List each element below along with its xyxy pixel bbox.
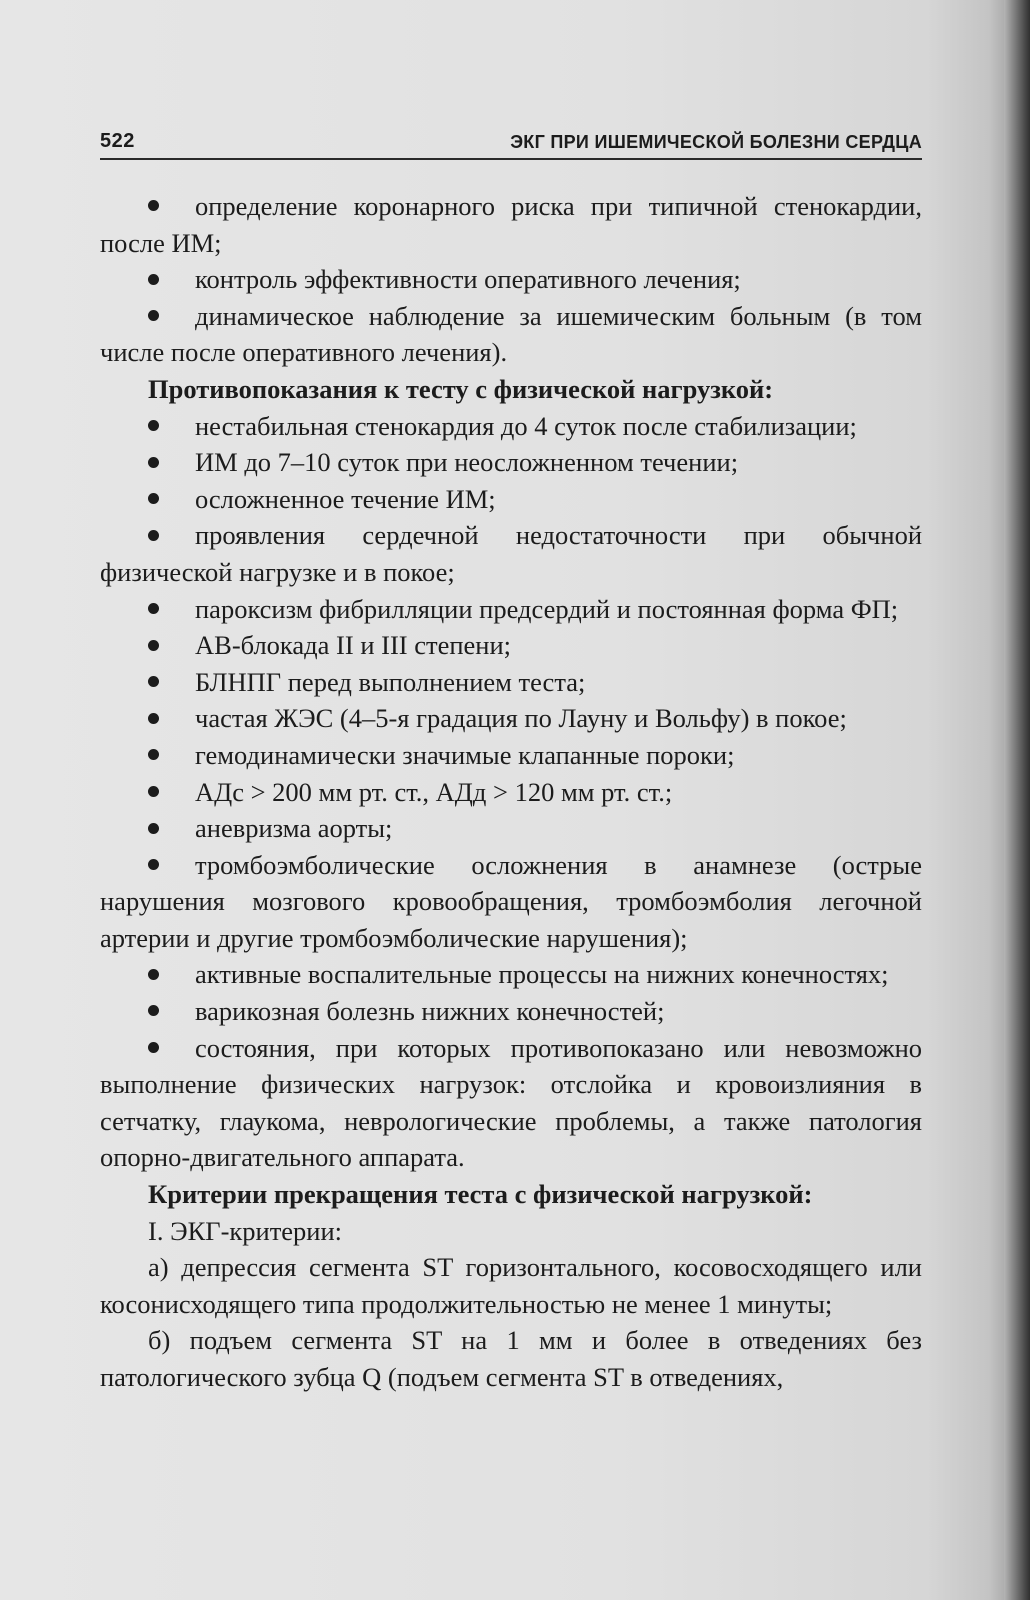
bullet-icon xyxy=(148,859,159,870)
paragraph-text: тромбоэмболические осложнения в анамнезе (острые нарушения мозгового кровообращения, тромбоэмболия легочной артерии и другие тромбоэмболические нарушения); xyxy=(100,849,922,953)
bullet-item xyxy=(100,1030,922,1176)
bullet-item xyxy=(100,444,922,481)
page-body-text xyxy=(100,188,922,1396)
paragraph-text: а) депрессия сегмента ST горизонтального, косовосходящего или косонисходящего типа продолжительностью не менее 1 минуты; xyxy=(100,1252,922,1319)
bullet-item xyxy=(100,591,922,628)
paragraph-text: варикозная болезнь нижних конечностей; xyxy=(195,996,665,1027)
paragraph-text: Противопоказания к тесту с физической нагрузкой: xyxy=(148,373,774,404)
paragraph-text: частая ЖЭС (4–5-я градация по Лауну и Вольфу) в покое; xyxy=(195,703,847,734)
bullet-icon xyxy=(148,274,159,285)
bullet-icon xyxy=(148,823,159,834)
paragraph-text: АВ-блокада II и III степени; xyxy=(195,630,511,661)
section-heading xyxy=(100,1176,922,1213)
paragraph xyxy=(100,1213,922,1250)
bullet-item xyxy=(100,664,922,701)
bullet-icon xyxy=(148,676,159,687)
running-title: ЭКГ ПРИ ИШЕМИЧЕСКОЙ БОЛЕЗНИ СЕРДЦА xyxy=(510,132,922,152)
running-header xyxy=(100,128,922,160)
page-number: 522 xyxy=(100,130,135,152)
bullet-icon xyxy=(148,969,159,980)
bullet-icon xyxy=(148,713,159,724)
bullet-item xyxy=(100,188,922,261)
paragraph-text: осложненное течение ИМ; xyxy=(195,483,496,514)
paragraph-text: I. ЭКГ-критерии: xyxy=(148,1215,343,1246)
bullet-icon xyxy=(148,603,159,614)
paragraph-text: контроль эффективности оперативного лечения; xyxy=(195,264,741,295)
bullet-icon xyxy=(148,1005,159,1016)
bullet-icon xyxy=(148,1042,159,1053)
paragraph-text: состояния, при которых противопоказано или невозможно выполнение физических нагрузок: отслойка и кровоизлияния в сетчатку, глаукома, неврологические проблемы, а также патология опорно-двигательного аппарата. xyxy=(100,1032,922,1173)
paragraph-text: гемодинамически значимые клапанные пороки; xyxy=(195,739,735,770)
paragraph-text: БЛНПГ перед выполнением теста; xyxy=(195,666,586,697)
bullet-item xyxy=(100,700,922,737)
paragraph-text: нестабильная стенокардия до 4 суток после стабилизации; xyxy=(195,410,857,441)
bullet-icon xyxy=(148,640,159,651)
bullet-item xyxy=(100,261,922,298)
bullet-item xyxy=(100,774,922,811)
paragraph-text: проявления сердечной недостаточности при обычной физической нагрузке и в покое; xyxy=(100,520,922,587)
bullet-item xyxy=(100,517,922,590)
paragraph-text: Критерии прекращения теста с физической нагрузкой: xyxy=(148,1179,813,1210)
paragraph xyxy=(100,1249,922,1322)
bullet-icon xyxy=(148,530,159,541)
bullet-item xyxy=(100,993,922,1030)
bullet-item xyxy=(100,810,922,847)
bullet-item xyxy=(100,956,922,993)
page-spine-shadow xyxy=(1004,0,1030,1600)
bullet-item xyxy=(100,298,922,371)
bullet-icon xyxy=(148,420,159,431)
paragraph-text: активные воспалительные процессы на нижних конечностях; xyxy=(195,959,889,990)
bullet-icon xyxy=(148,457,159,468)
section-heading xyxy=(100,371,922,408)
bullet-item xyxy=(100,481,922,518)
bullet-icon xyxy=(148,493,159,504)
bullet-item xyxy=(100,627,922,664)
bullet-icon xyxy=(148,200,159,211)
bullet-item xyxy=(100,847,922,957)
paragraph-text: пароксизм фибрилляции предсердий и постоянная форма ФП; xyxy=(195,593,899,624)
bullet-icon xyxy=(148,749,159,760)
paragraph-text: ИМ до 7–10 суток при неосложненном течении; xyxy=(195,447,739,478)
paragraph-text: АДс > 200 мм рт. ст., АДд > 120 мм рт. ст.; xyxy=(195,776,673,807)
paragraph-text: определение коронарного риска при типичной стенокардии, после ИМ; xyxy=(100,191,922,258)
paragraph-text: аневризма аорты; xyxy=(195,813,393,844)
bullet-item xyxy=(100,408,922,445)
bullet-item xyxy=(100,737,922,774)
paragraph-text: б) подъем сегмента ST на 1 мм и более в отведениях без патологического зубца Q (подъем сегмента ST в отведениях, xyxy=(100,1325,922,1392)
paragraph-text: динамическое наблюдение за ишемическим больным (в том числе после оперативного лечения). xyxy=(100,300,922,368)
bullet-icon xyxy=(148,310,159,321)
bullet-icon xyxy=(148,786,159,797)
paragraph xyxy=(100,1322,922,1395)
